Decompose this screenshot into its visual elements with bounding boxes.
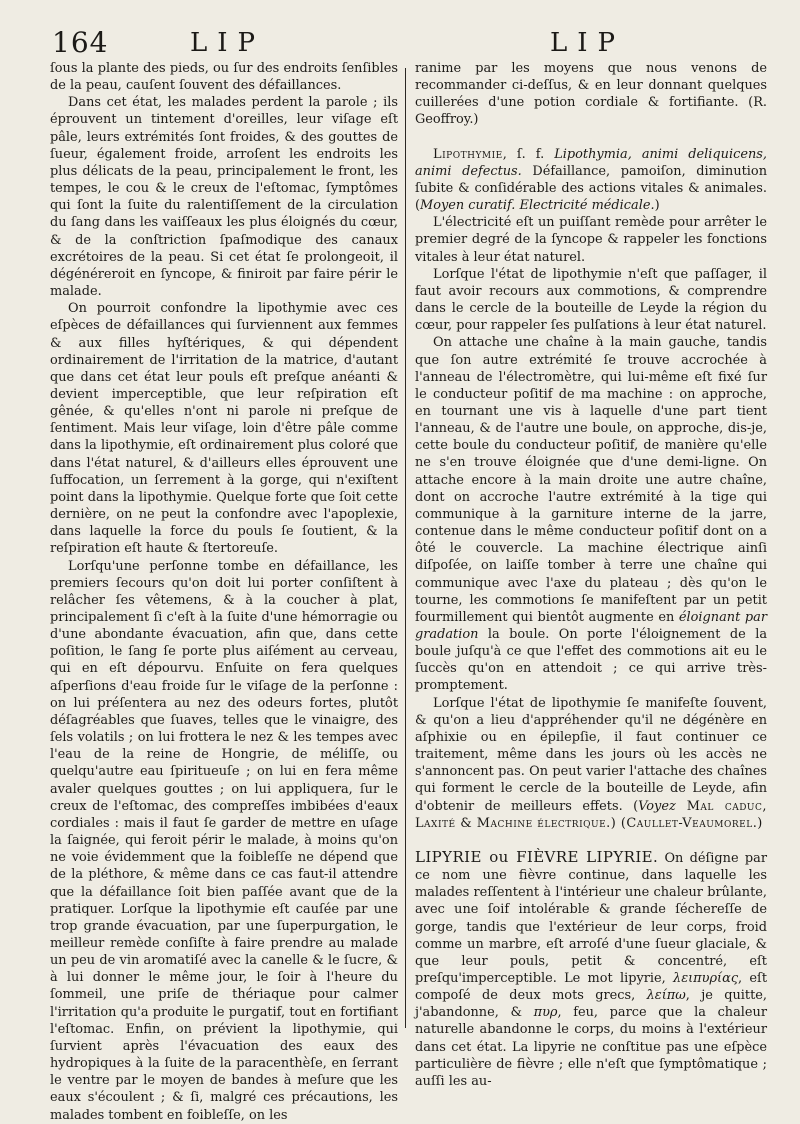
page-number: 164 <box>52 26 109 59</box>
running-head-right: LIP <box>550 28 626 58</box>
cross-references: Mal caduc, Laxité & Machine électrique. <box>415 798 767 831</box>
page-header <box>0 18 800 58</box>
paragraph: Lorſque l'état de lipothymie ſe manifeſte ſouvent, & qu'on a lieu d'appréhender qu'il ne dégénère en aſphixie ou en épilepſie, il faut continuer ce traitement, même dans les jours où les accès ne s'annoncent pas. On peut varier l'attache des chaînes qui forment le cercle de la bouteille de Leyde, afin d'obtenir de meilleurs effets. (Voyez Mal caduc, Laxité & Machine électrique.) (Caullet-Veaumorel.) <box>415 695 767 831</box>
paragraph: ranime par les moyens que nous venons de recommander ci-deſſus, & en leur donnant quelques cuillerées d'une potion cordiale & fortifiante. (R. Geoffroy.) <box>415 61 767 128</box>
author-credit: ) (Caullet-Veaumorel.) <box>610 815 763 831</box>
paragraph: On pourroit confondre la lipothymie avec ces eſpèces de défaillances qui ſurviennent aux femmes & aux filles hyſtériques, & qui dépendent ordinairement de l'irritation de la matrice, d'autant que dans cet état leur pouls eſt preſque anéanti & devient imperceptible, que leur reſpiration eſt gênée, & qu'elles n'ont ni parole ni preſque de ſentiment. Mais leur viſage, loin d'être pâle comme dans la lipothymie, eſt ordinairement plus coloré que dans l'état naturel, & d'ailleurs elles éprouvent une ſuffocation, un ſerrement à la gorge, qui n'exiſtent point dans la lipothymie. Quelque forte que ſoit cette dernière, on ne peut la confondre avec l'apoplexie, dans laquelle la force du pouls ſe ſoutient, & la reſpiration eſt haute & ſtertoreuſe. <box>50 301 398 557</box>
latin-terms: Lipothymia, animi deliquicens, animi defectus. <box>415 146 767 179</box>
paragraph: On attache une chaîne à la main gauche, tandis que ſon autre extrémité ſe trouve accrochée à l'anneau de l'électromètre, qui lui-même eſt fixé ſur le conducteur poſitif de ma machine : on approche, en tournant une vis à laquelle d'une part tient l'anneau, & de l'autre une boule, on approche, dis-je, cette boule du conducteur poſitif, de manière qu'elle ne s'en trouve éloignée que d'une demi-ligne. On attache encore à la main droite une autre chaîne, dont on accroche l'autre extrémité à la tige qui communique à la garniture interne de la jarre, contenue dans le même conducteur poſitif dont on a ôté le couvercle. La machine électrique ainſi diſpoſée, on laiſſe tomber à terre une chaîne qui communique avec l'axe du plateau ; dès qu'on le tourne, les commotions ſe manifeſtent par un petit fourmillement qui bientôt augmente en éloignant par gradation la boule. On porte l'éloignement de la boule juſqu'à ce que l'effet des commotions ait eu le ſuccès qu'on en attendoit ; ce qui arrive très-promptement. <box>415 335 767 694</box>
paragraph: Lorſqu'une perſonne tombe en défaillance, les premiers ſecours qu'on doit lui porter conſiſtent à relâcher ſes vêtemens, & à la coucher à plat, principalement ſi c'eſt à la ſuite d'une hémorragie ou d'une abondante évacuation, afin que, dans cette poſition, le ſang ſe porte plus aiſément au cerveau, qui en eſt dépourvu. Enſuite on fera quelques aſperſions d'eau froide ſur le viſage de la perſonne : on lui préſentera au nez des odeurs fortes, plutôt déſagréables que ſuaves, telles que le vinaigre, des ſels volatils ; on lui frottera le nez & les tempes avec l'eau de la reine de Hongrie, de méliſſe, ou quelqu'autre eau ſpiritueuſe ; on lui en fera même avaler quelques gouttes ; on lui appliquera, ſur le creux de l'eſtomac, des compreſſes imbibées d'eaux cordiales : mais il faut ſe garder de mettre en uſage la ſaignée, qui feroit périr le malade, à moins qu'on ne voie évidemment que la foibleſſe ne dépend que de la pléthore, & même dans ce cas faut-il attendre que la défaillance ſoit bien paſſée avant que de la pratiquer. Lorſque la lipothymie eſt cauſée par une trop grande évacuation, par une ſuperpurgation, le meilleur remède conſiſte à faire prendre au malade un peu de vin aromatiſé avec la canelle & le ſucre, & à lui donner le même jour, le ſoir à l'heure du ſommeil, une priſe de thériaque pour calmer l'irritation qu'a produite le purgatif, tout en fortifiant l'eſtomac. Enfin, on prévient la lipothymie, qui ſurvient après l'évacuation des eaux des hydropiques à la ſuite de la paracenthèſe, en ſerrant le ventre par le moyen de bandes à meſure que les eaux s'écoulent ; & ſi, malgré ces précautions, les malades tombent en foibleſſe, on les <box>50 558 398 1123</box>
entry-headword: LIPYRIE ou FIÈVRE LIPYRIE. <box>415 847 659 866</box>
entry-lipothymie: Lipothymie, ſ. f. Lipothymia, animi deliquicens, animi defectus. Défaillance, pamoiſon, diminution ſubite & conſidérable des actions vitales & animales. (Moyen curatif. Electricité médicale.) <box>415 146 767 214</box>
paragraph: Dans cet état, les malades perdent la parole ; ils éprouvent un tintement d'oreilles, leur viſage eſt pâle, leurs extrémités ſont froides, & des gouttes de ſueur, également froide, arroſent les endroits les plus délicats de la peau, principalement le front, les tempes, le cou & le creux de l'eſtomac, ſymptômes qui ſont la ſuite du ralentiſſement de la circulation du ſang dans les vaiſſeaux les plus éloignés du cœur, & de la conſtriction ſpaſmodique des canaux excrétoires de la peau. Si cet état ſe prolongeoit, il dégénéreroit en ſyncope, & finiroit par faire périr le malade. <box>50 95 398 300</box>
left-column <box>50 60 398 1124</box>
running-head-left: LIP <box>190 28 266 58</box>
paragraph: L'électricité eſt un puiſſant remède pour arrêter le premier degré de la ſyncope & rappeler les fonctions vitales à leur état naturel. <box>415 215 767 265</box>
paragraph: Lorſque l'état de lipothymie n'eſt que paſſager, il faut avoir recours aux commotions, & comprendre dans le cercle de la bouteille de Leyde la région du cœur, pour rappeler ſes pulſations à leur état naturel. <box>415 266 767 334</box>
entry-lipyrie: LIPYRIE ou FIÈVRE LIPYRIE. On déſigne par ce nom une fièvre continue, dans laquelle les malades reſſentent à l'intérieur une chaleur brûlante, avec une ſoif intolérable & grande ſéchereſſe de gorge, tandis que l'extérieur de leur corps, froid comme un marbre, eſt arroſé d'une ſueur glaciale, & que leur pouls, petit & concentré, eſt preſqu'imperceptible. Le mot lipyrie, λειπυρίας, eſt compoſé de deux mots grecs, λείπω, je quitte, j'abandonne, & πυρ, feu, parce que la chaleur naturelle abandonne le corps, du moins à l'extérieur dans cet état. La lipyrie ne conſtitue pas une eſpèce particulière de fièvre ; elle n'eſt que ſymptômatique ; auſſi les au- <box>415 847 767 1089</box>
column-divider <box>405 68 406 1028</box>
paragraph: ſous la plante des pieds, ou ſur des endroits ſenſibles de la peau, cauſent ſouvent des défaillances. <box>50 61 398 94</box>
entry-headword: Lipothymie <box>433 146 503 162</box>
right-column <box>415 60 767 1090</box>
